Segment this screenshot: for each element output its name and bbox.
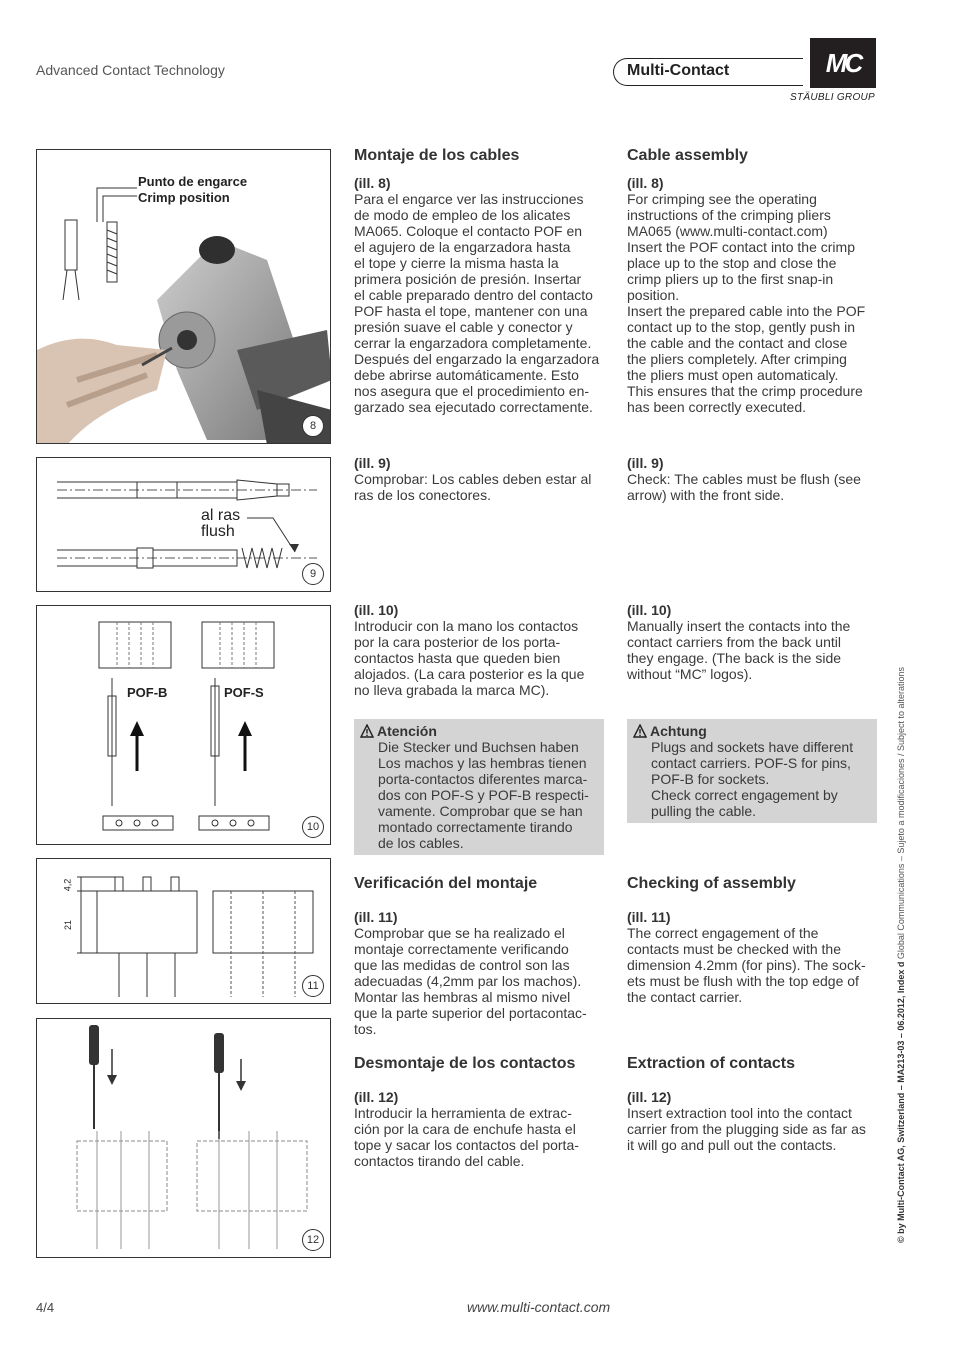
en-text-ill-10: Manually insert the contacts into the contact carriers from the back until they engage. (The back is the side without “MC” logos). [627, 618, 851, 682]
figure-12 [36, 1018, 331, 1258]
crimp-position-label: Punto de engarce Crimp position [138, 174, 248, 205]
en-text-ill-8: For crimping see the operating instructions of the crimping pliers MA065 (www.multi-contact.com) Insert the POF contact into the crimp place up to the stop and close the crimp pliers up to the first snap-in position. Insert the prepared cable into the POF contact up to the stop, gently push in the cable and the contact and close the pliers completely. After crimping the pliers must open automaticaly. This ensures that the crimp procedure has been correctly executed. [627, 191, 866, 415]
figure-number: 8 [302, 415, 324, 437]
en-text-ill-12: Insert extraction tool into the contact carrier from the plugging side as far as it will go and pull out the contacts. [627, 1105, 866, 1153]
tagline: Advanced Contact Technology [36, 62, 225, 78]
brand-name: Multi-Contact [627, 62, 730, 79]
en-section-checking [627, 875, 879, 1005]
en-text-ill-11: The correct engagement of the contacts must be checked with the dimension 4.2mm (for pins). The sock- ets must be flush with the top edge of the contact carrier. [627, 925, 866, 1005]
copyright-rest: Global Communications – Sujeto a modificaciones / Subject to alterations [896, 666, 906, 962]
en-ill-8: (ill. 8) [627, 175, 664, 191]
logo-text: MC [825, 47, 861, 78]
figure-number: 11 [302, 975, 324, 997]
es-note-body: Die Stecker und Buchsen haben Los machos y las hembras tienen porta-contactos diferentes marca- dos con POF-S y POF-B respecti- vamente. Comprobar que se han montado correctamente tirando de los cables. [378, 739, 589, 851]
copyright-sidebar [896, 593, 906, 1243]
en-ill-12: (ill. 12) [627, 1089, 672, 1105]
es-ill-11: (ill. 11) [354, 909, 398, 925]
en-section-ill-9 [627, 455, 879, 503]
es-text-ill-8: Para el engarce ver las instrucciones de modo de empleo de los alicates MA065. Coloque el contacto POF en el agujero de la engarzadora hasta el tope y cierre la misma hasta la primera posición de presión. Insertar el cable preparado dentro del contacto POF hasta el tope, mantener con una presión suave el cable y conector y cerrar la engarzadora completamente. Después del engarzado la engarzadora debe abrirse automáticamente. Esto nos asegura que el procedimiento en- garzado sea ejecutado correctamente. [354, 191, 600, 415]
figure-number: 12 [302, 1229, 324, 1251]
assembly-check-illustration [37, 859, 331, 1004]
es-text-ill-9: Comprobar: Los cables deben estar al ras de los conectores. [354, 471, 592, 503]
warning-icon [633, 724, 647, 738]
figure-number: 9 [302, 563, 324, 585]
es-section-extraction [354, 1055, 606, 1169]
es-text-ill-12: Introducir la herramienta de extrac- ción por la cara de enchufe hasta el tope y sacar los contactos del porta- contactos tirando del cable. [354, 1105, 579, 1169]
en-note-title [633, 723, 707, 739]
es-text-ill-10: Introducir con la mano los contactos por la cara posterior de los porta- contactos hasta que queden bien alojados. (La cara posterior es la que no lleva grabada la marca MC). [354, 618, 585, 698]
footer-url[interactable]: www.multi-contact.com [467, 1299, 611, 1315]
figure-10 [36, 605, 331, 845]
es-attention-note [354, 719, 604, 855]
copyright-bold: © by Multi-Contact AG, Switzerland – MA213-03 – 06.2012, Index d [896, 961, 906, 1243]
en-note-title-text: Achtung [650, 723, 707, 739]
extraction-tool-illustration [37, 1019, 331, 1258]
figure-11 [36, 858, 331, 1004]
es-ill-10: (ill. 10) [354, 602, 399, 618]
en-note-body: Plugs and sockets have different contact carriers. POF-S for pins, POF-B for sockets. Check correct engagement by pulling the cable. [651, 739, 854, 819]
contact-carriers-illustration [37, 606, 331, 845]
flush-label: al ras flush [201, 507, 241, 540]
dimension-21-label: 21 [63, 919, 74, 931]
es-text-ill-11: Comprobar que se ha realizado el montaje correctamente verificando que las medidas de control son las adecuadas (4,2mm par los machos). Montar las hembras al mismo nivel que la parte superior del portacontac- tos. [354, 925, 587, 1037]
en-ill-9: (ill. 9) [627, 455, 664, 471]
en-heading-checking: Checking of assembly [627, 875, 796, 892]
es-note-title-text: Atención [377, 723, 437, 739]
en-text-ill-9: Check: The cables must be flush (see arrow) with the front side. [627, 471, 861, 503]
es-ill-8: (ill. 8) [354, 175, 391, 191]
es-ill-9: (ill. 9) [354, 455, 391, 471]
en-heading-cable-assembly: Cable assembly [627, 147, 748, 164]
group-name: STÄUBLI GROUP [790, 92, 876, 103]
es-heading-extraction: Desmontaje de los contactos [354, 1055, 576, 1072]
en-attention-note [627, 719, 877, 823]
warning-icon [360, 724, 374, 738]
es-section-ill-9 [354, 455, 606, 503]
dimension-4-2-label: 4,2 [62, 878, 73, 892]
es-section-ill-10 [354, 602, 606, 698]
mc-logo [810, 38, 876, 88]
page-number: 4/4 [36, 1300, 55, 1315]
figure-number: 10 [302, 816, 324, 838]
es-section-verification [354, 875, 606, 1037]
pof-b-label: POF-B [127, 685, 168, 700]
en-section-ill-10 [627, 602, 879, 682]
figure-9 [36, 457, 331, 592]
pof-s-label: POF-S [224, 685, 264, 700]
flush-check-illustration [37, 458, 331, 592]
es-heading-cable-assembly: Montaje de los cables [354, 147, 520, 164]
es-note-title [360, 723, 437, 739]
en-ill-11: (ill. 11) [627, 909, 671, 925]
es-section-cable-assembly [354, 147, 606, 415]
es-ill-12: (ill. 12) [354, 1089, 399, 1105]
en-section-cable-assembly [627, 147, 879, 415]
figure-8 [36, 149, 331, 444]
en-section-extraction [627, 1055, 879, 1153]
en-ill-10: (ill. 10) [627, 602, 672, 618]
en-heading-extraction: Extraction of contacts [627, 1055, 796, 1072]
es-heading-verification: Verificación del montaje [354, 875, 538, 892]
